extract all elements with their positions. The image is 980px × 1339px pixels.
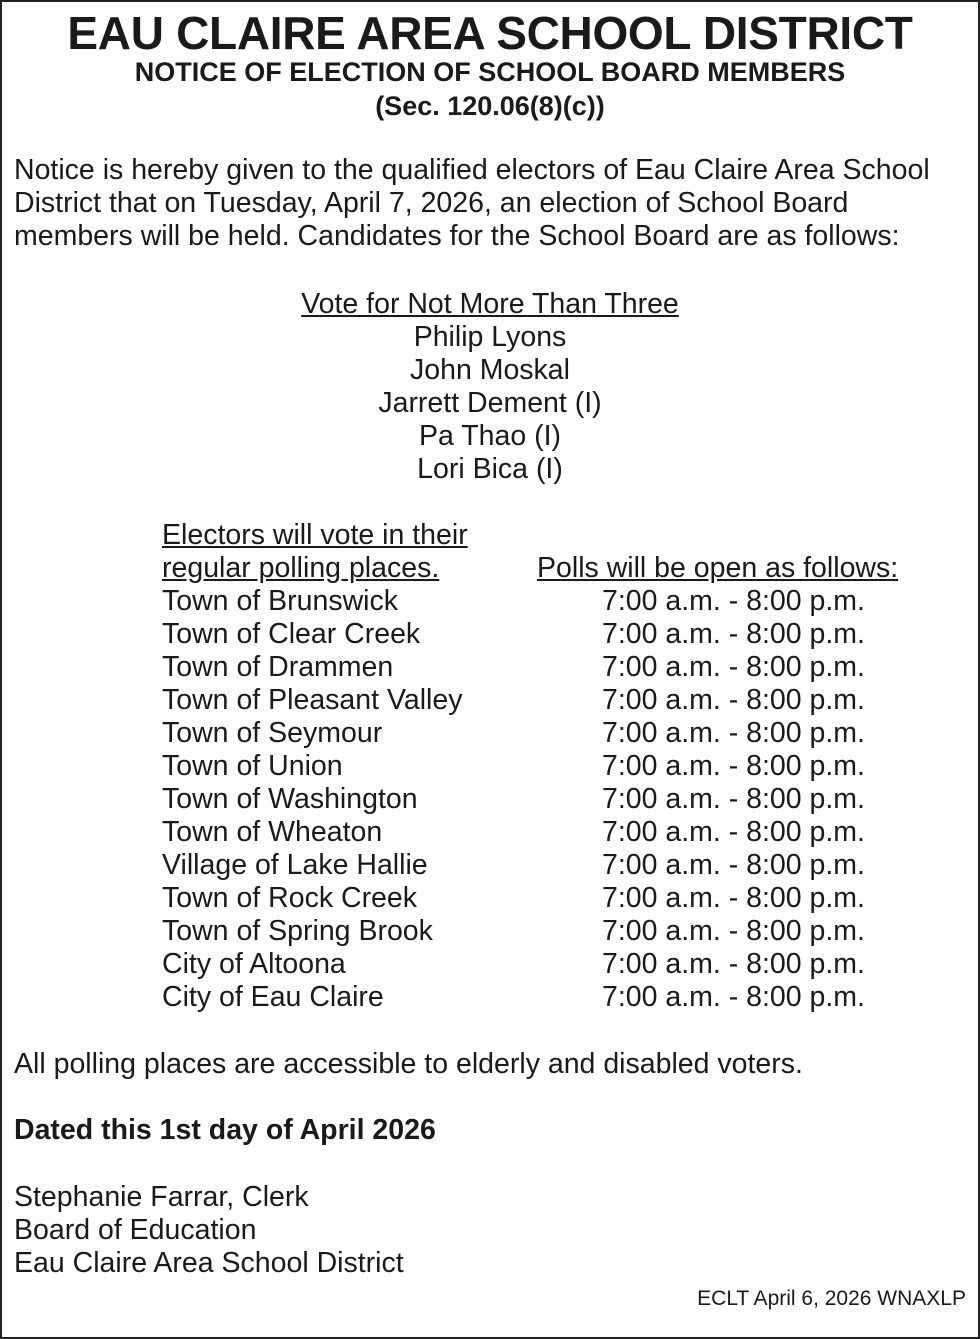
poll-hours: 7:00 a.m. - 8:00 p.m. <box>602 750 865 782</box>
polling-row <box>162 981 962 1014</box>
polling-place: Town of Wheaton <box>162 816 383 848</box>
signature-block <box>14 1181 404 1280</box>
poll-hours: 7:00 a.m. - 8:00 p.m. <box>602 651 865 683</box>
clerk-name: Stephanie Farrar, Clerk <box>14 1181 309 1213</box>
poll-hours: 7:00 a.m. - 8:00 p.m. <box>602 816 865 848</box>
polling-row <box>162 717 962 750</box>
publication-code: ECLT April 6, 2026 WNAXLP <box>697 1287 966 1310</box>
notice-subtitle: NOTICE OF ELECTION OF SCHOOL BOARD MEMBERS <box>134 57 846 87</box>
polling-row <box>162 585 962 618</box>
polling-table-header <box>162 519 962 585</box>
hours-heading: Polls will be open as follows: <box>537 552 899 584</box>
candidate-list <box>2 288 978 486</box>
vote-instruction: Vote for Not More Than Three <box>301 288 679 320</box>
polling-place: Town of Pleasant Valley <box>162 684 463 716</box>
polling-table <box>162 519 962 1014</box>
poll-hours: 7:00 a.m. - 8:00 p.m. <box>602 618 865 650</box>
poll-hours: 7:00 a.m. - 8:00 p.m. <box>602 882 865 914</box>
polling-row <box>162 684 962 717</box>
poll-hours: 7:00 a.m. - 8:00 p.m. <box>602 849 865 881</box>
candidate-name: Jarrett Dement (I) <box>378 387 602 419</box>
polling-place: Town of Drammen <box>162 651 394 683</box>
polling-row <box>162 915 962 948</box>
district-title: EAU CLAIRE AREA SCHOOL DISTRICT <box>67 7 913 59</box>
poll-hours: 7:00 a.m. - 8:00 p.m. <box>602 915 865 947</box>
candidate-name: Pa Thao (I) <box>418 420 562 452</box>
polling-row <box>162 816 962 849</box>
polling-place: Town of Clear Creek <box>162 618 421 650</box>
statute-reference: (Sec. 120.06(8)(c)) <box>375 91 605 121</box>
polling-place: Town of Washington <box>162 783 418 815</box>
polling-place: Village of Lake Hallie <box>162 849 428 881</box>
candidate-name: Lori Bica (I) <box>417 453 563 485</box>
polling-row <box>162 849 962 882</box>
poll-hours: 7:00 a.m. - 8:00 p.m. <box>602 684 865 716</box>
places-heading: Electors will vote in their regular polling places. <box>162 519 468 584</box>
polling-place: Town of Spring Brook <box>162 915 433 947</box>
polling-row <box>162 651 962 684</box>
candidate-name: John Moskal <box>410 354 570 386</box>
dated-line: Dated this 1st day of April 2026 <box>14 1114 436 1146</box>
poll-hours: 7:00 a.m. - 8:00 p.m. <box>602 948 865 980</box>
poll-hours: 7:00 a.m. - 8:00 p.m. <box>602 585 865 617</box>
polling-place: City of Altoona <box>162 948 346 980</box>
poll-hours: 7:00 a.m. - 8:00 p.m. <box>602 717 865 749</box>
polling-place: Town of Rock Creek <box>162 882 418 914</box>
poll-hours: 7:00 a.m. - 8:00 p.m. <box>602 783 865 815</box>
polling-row <box>162 618 962 651</box>
poll-hours: 7:00 a.m. - 8:00 p.m. <box>602 981 865 1013</box>
polling-row <box>162 948 962 981</box>
polling-place: Town of Seymour <box>162 717 383 749</box>
board-name: Board of Education <box>14 1214 257 1246</box>
district-name: Eau Claire Area School District <box>14 1247 404 1279</box>
polling-row <box>162 882 962 915</box>
polling-place: Town of Union <box>162 750 343 782</box>
polling-row <box>162 783 962 816</box>
candidate-name: Philip Lyons <box>413 321 567 353</box>
accessibility-statement: All polling places are accessible to elderly and disabled voters. <box>14 1048 803 1080</box>
intro-paragraph: Notice is hereby given to the qualified electors of Eau Claire Area School District that on Tuesday, April 7, 2026, an election of School Board members will be held. Candidates for the School Board are as follows: <box>14 154 930 252</box>
polling-place: City of Eau Claire <box>162 981 384 1013</box>
polling-row <box>162 750 962 783</box>
polling-place: Town of Brunswick <box>162 585 399 617</box>
